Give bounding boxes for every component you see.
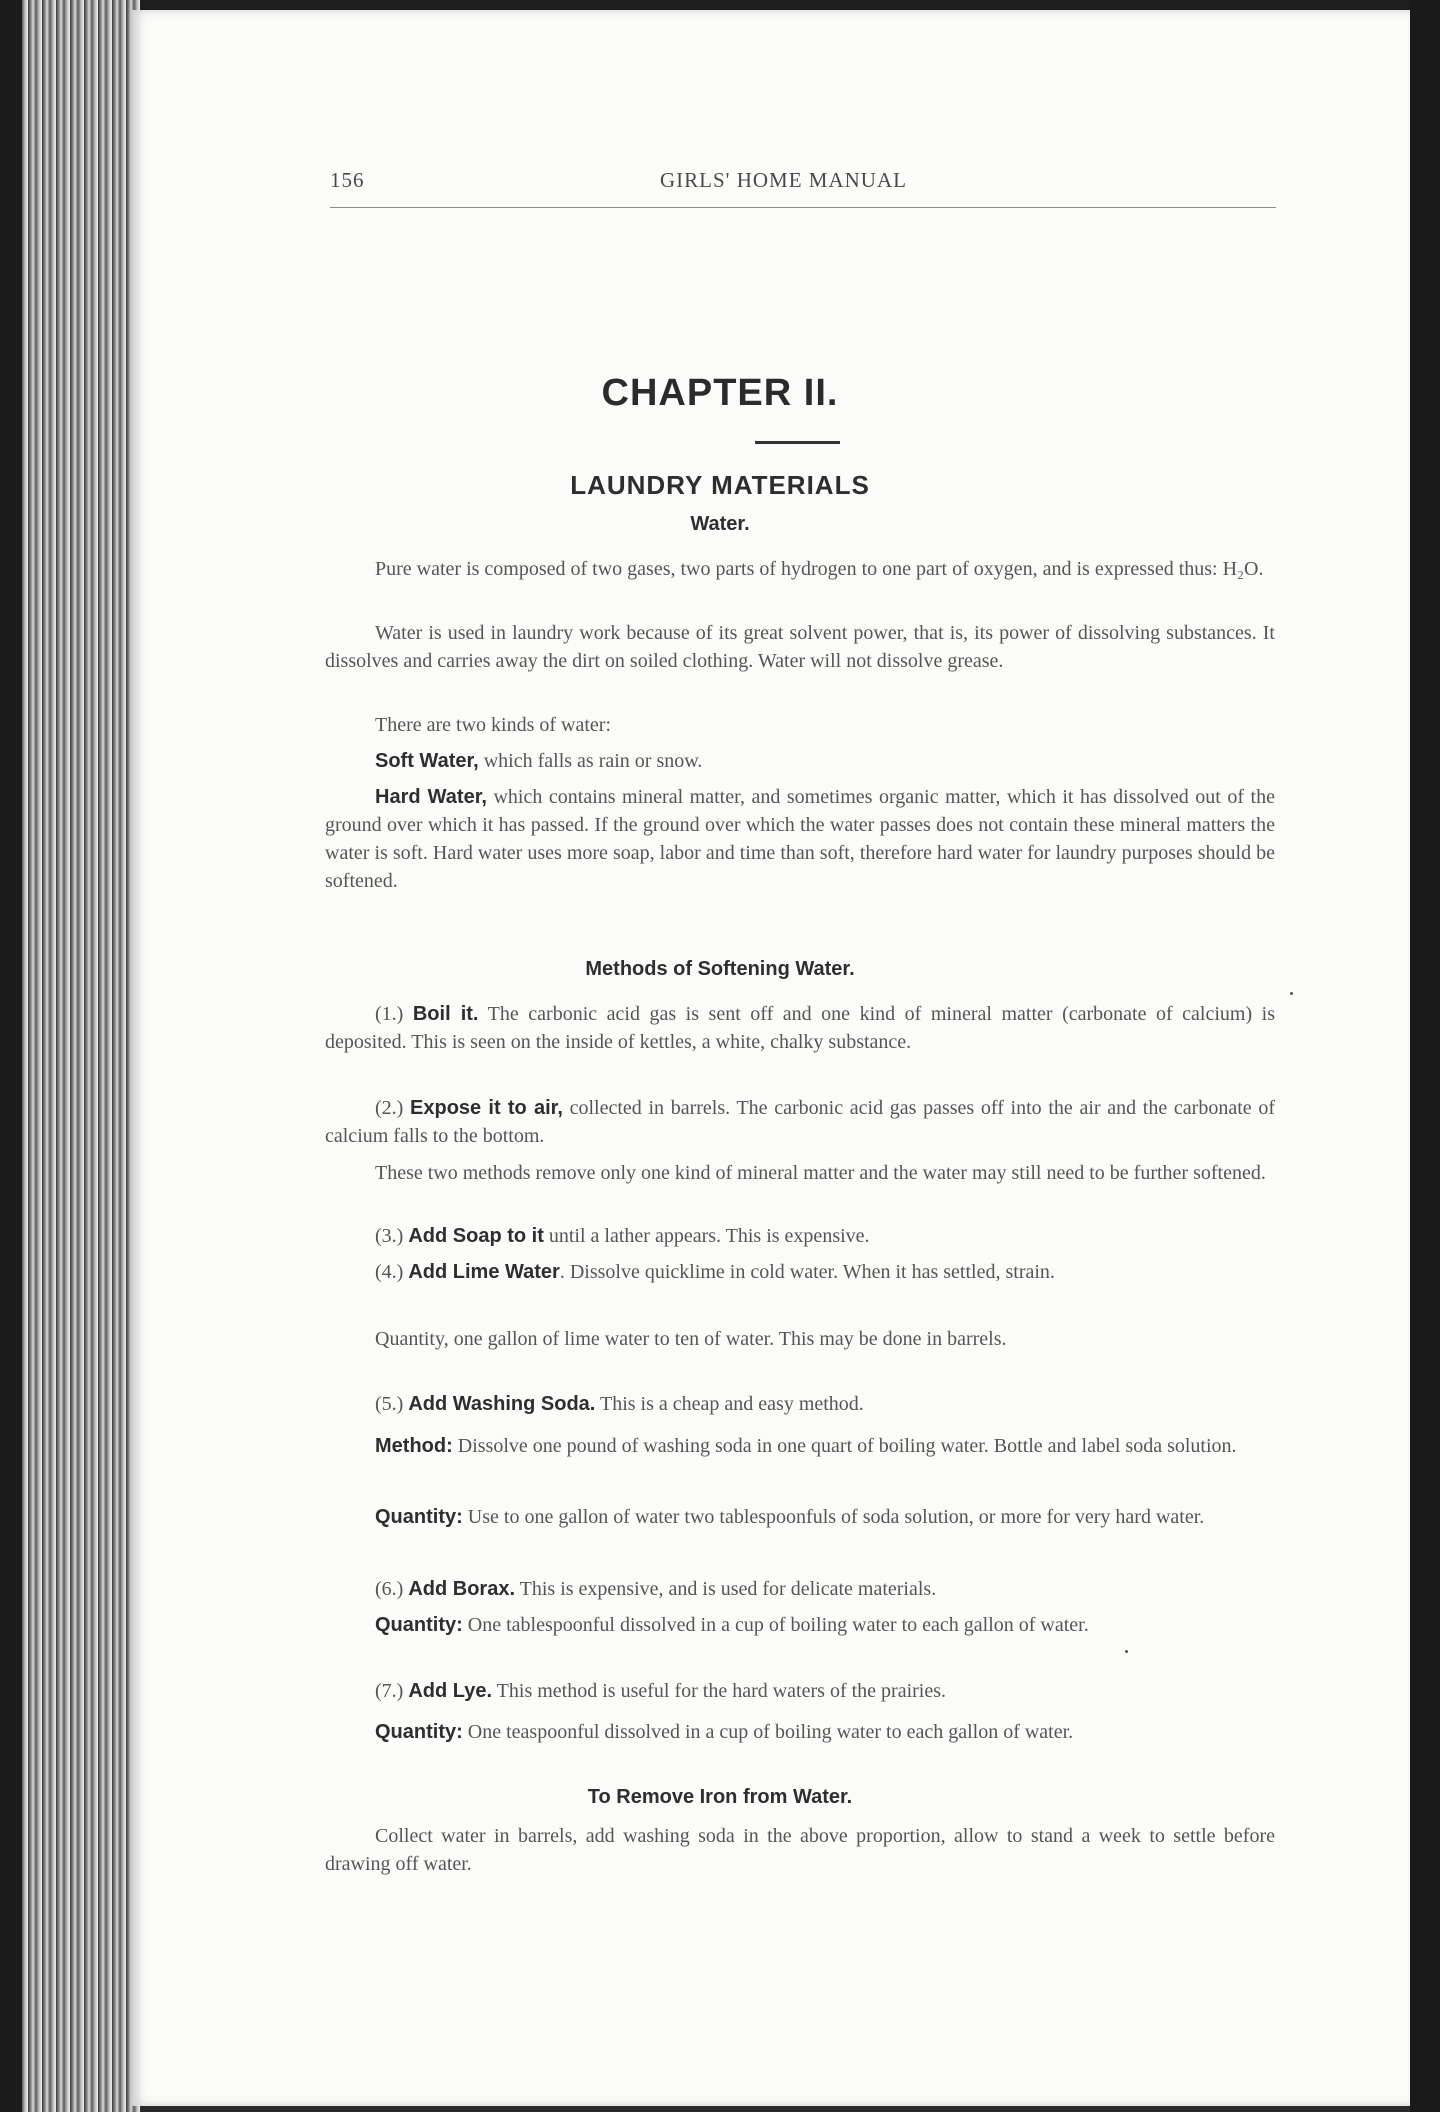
method-4-text: . Dissolve quicklime in cold water. When it has settled, strain. [559,1261,1055,1283]
method-7-label: Add Lye. [408,1680,493,1702]
header-rule [330,207,1276,208]
method-5-text: This is a cheap and easy method. [595,1393,864,1415]
paragraph-kinds: There are two kinds of water: [375,714,612,736]
paper-speck [1125,1650,1128,1653]
method-5 [325,1390,1275,1418]
method-5-quantity [325,1503,1275,1531]
method-3-number: (3.) [375,1225,409,1247]
method-1-number: (1.) [375,1003,413,1025]
method-7 [325,1677,1275,1705]
method-6-text: This is expensive, and is used for delicate materials. [515,1578,937,1600]
method-5-method-label: Method: [375,1435,453,1457]
method-2-text: collected in barrels. The carbonic acid gas passes off into the air and the carbonate of calcium falls to the bottom. [325,1097,1275,1147]
section-title: LAUNDRY MATERIALS [570,470,870,500]
method-4-label: Add Lime Water [408,1261,560,1283]
method-3 [325,1222,1275,1250]
method-5-quantity-label: Quantity: [375,1506,463,1528]
method-2-number: (2.) [375,1097,411,1119]
page-number: 156 [330,168,365,192]
hard-water-text: which contains mineral matter, and sometimes organic matter, which it has dissolved out of the ground over which it has passed. If the ground over which the water passes does not contain these mineral matters the water is soft. Hard water uses more soap, labor and time than soft, therefore hard water for laundry purposes should be softened. [325,786,1275,892]
method-4-number: (4.) [375,1261,409,1283]
method-5-label: Add Washing Soda. [408,1393,596,1415]
soft-water-label: Soft Water, [375,750,479,772]
method-6-label: Add Borax. [408,1578,516,1600]
method-7-quantity-text: One teaspoonful dissolved in a cup of boiling water to each gallon of water. [462,1721,1074,1743]
method-1-text: The carbonic acid gas is sent off and one kind of mineral matter (carbonate of calcium) is deposited. This is seen on the inside of kettles, a white, chalky substance. [325,1003,1275,1053]
method-5-quantity-text: Use to one gallon of water two tablespoonfuls of soda solution, or more for very hard water. [462,1506,1205,1528]
soft-water-text: which falls as rain or snow. [478,750,703,772]
method-3-label: Add Soap to it [408,1225,544,1247]
method-7-number: (7.) [375,1680,409,1702]
methods-heading: Methods of Softening Water. [585,958,855,980]
paragraph-composition: Pure water is composed of two gases, two parts of hydrogen to one part of oxygen, and is expressed thus: H₂O. [375,558,1264,580]
method-5-method [325,1432,1275,1460]
paper-speck [1290,992,1293,995]
method-6-quantity [325,1611,1275,1639]
method-3-text: until a lather appears. This is expensive. [543,1225,870,1247]
paragraph-solvent: Water is used in laundry work because of its great solvent power, that is, its power of dissolving substances. It dissolves and carries away the dirt on soiled clothing. Water will not dissolve grease. [325,622,1275,672]
method-2 [325,1094,1275,1150]
running-title: GIRLS' HOME MANUAL [660,168,907,192]
method-4 [325,1258,1275,1286]
method-2-label: Expose it to air, [410,1097,563,1119]
iron-paragraph: Collect water in barrels, add washing soda in the above proportion, allow to stand a week to settle before drawing off water. [325,1825,1275,1875]
water-heading: Water. [690,513,750,535]
method-7-quantity [325,1718,1275,1746]
method-7-text: This method is useful for the hard waters of the prairies. [492,1680,947,1702]
hard-water-label: Hard Water, [375,786,487,808]
method-5-number: (5.) [375,1393,409,1415]
method-6-number: (6.) [375,1578,409,1600]
paragraph-hard-water [325,783,1275,895]
chapter-divider [755,441,840,444]
method-4-quantity: Quantity, one gallon of lime water to ten of water. This may be done in barrels. [375,1328,1007,1350]
method-6-quantity-label: Quantity: [375,1614,463,1636]
method-6-quantity-text: One tablespoonful dissolved in a cup of boiling water to each gallon of water. [462,1614,1089,1636]
method-6 [325,1575,1275,1603]
method-7-quantity-label: Quantity: [375,1721,463,1743]
method-1-label: Boil it. [412,1003,479,1025]
method-5-method-text: Dissolve one pound of washing soda in one quart of boiling water. Bottle and label soda solution. [452,1435,1237,1457]
iron-heading: To Remove Iron from Water. [587,1786,853,1808]
paragraph-soft-water [325,747,1275,775]
method-1 [325,1000,1275,1056]
chapter-title: CHAPTER II. [601,372,839,414]
methods-note: These two methods remove only one kind of mineral matter and the water may still need to be further softened. [375,1162,1266,1184]
